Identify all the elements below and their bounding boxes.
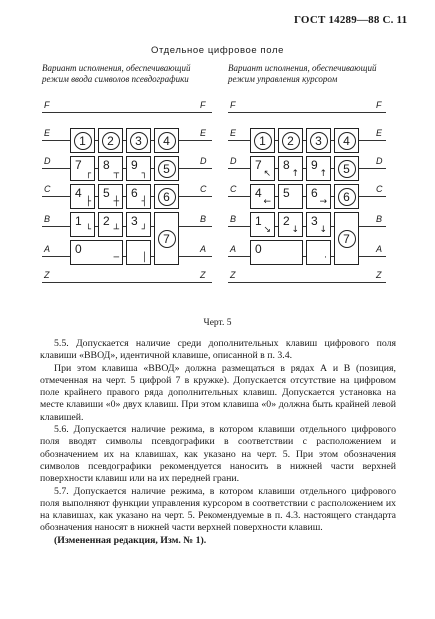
cursor-arrow-icon: ↘ — [263, 225, 271, 235]
row-label-d: D — [200, 156, 207, 166]
cursor-arrow-icon: → — [319, 197, 327, 207]
right-keypad-key — [250, 128, 275, 153]
row-label-z: Z — [44, 270, 50, 280]
key-digit-label: 2 — [103, 214, 110, 228]
row-label-c: C — [200, 184, 207, 194]
left-keypad-key — [70, 184, 95, 209]
row-label-b: B — [44, 214, 51, 224]
row-line-f — [228, 112, 386, 113]
row-label-a: A — [230, 244, 237, 254]
row-label-a: A — [44, 244, 51, 254]
row-label-f: F — [44, 100, 50, 110]
left-keypad-key — [70, 212, 95, 237]
right-keypad-key — [278, 212, 303, 237]
right-keypad-key — [278, 128, 303, 153]
cursor-arrow-icon: ↑ — [291, 169, 299, 179]
paragraph-5-5: 5.5. Допускается наличие среди дополнительных клавиш цифрового поля клавиши «ВВОД», идентичной клавише, описанной в п. 3.4. — [40, 338, 396, 362]
left-keypad-key — [98, 128, 123, 153]
key-digit-label: 7 — [75, 158, 82, 172]
right-keypad-key — [250, 156, 275, 181]
left-keypad-key — [126, 212, 151, 237]
cursor-arrow-icon: ↑ — [319, 169, 327, 179]
row-label-z: Z — [376, 270, 382, 280]
right-keypad-key — [334, 156, 359, 181]
pseudographic-symbol: ┬ — [113, 169, 119, 179]
cursor-arrow-icon: ↓ — [319, 225, 327, 235]
right-keypad-key — [334, 184, 359, 209]
key-circled-label: 2 — [102, 132, 120, 150]
row-line-z — [228, 282, 386, 283]
right-variant-caption: Вариант исполнения, обеспечивающий режим управления курсором — [228, 63, 377, 84]
paragraph-5-7: 5.7. Допускается наличие режима, в котором клавиши отдельного цифрового поля выполняют функции управления курсором в соответствии с расположением их на клавишах, как указано на черт. 5. Рекомендуемые в п. 4.3. настоящего стандарта обозначения наносят в нижней части верхней поверхности клавиш. — [40, 485, 396, 534]
row-label-f: F — [200, 100, 206, 110]
key-circled-label: 7 — [158, 230, 176, 248]
left-keypad-key — [154, 184, 179, 209]
paragraph-5-5-cont: При этом клавиша «ВВОД» должна размещаться в рядах А и В (позиция, отмеченная на черт. 5 цифрой 7 в кружке). Допускается отсутствие на цифровом поле крайнего правого ряда дополнительных клавиш. Допускается установка на месте клавиши «0» двух клавиш. При этом клавиша «0» должна быть крайней левой клавишей. — [40, 362, 396, 423]
key-circled-label: 6 — [338, 188, 356, 206]
row-label-d: D — [376, 156, 383, 166]
row-label-f: F — [230, 100, 236, 110]
right-keypad-key — [306, 212, 331, 237]
row-label-e: E — [376, 128, 383, 138]
amendment-note: (Измененная редакция, Изм. № 1). — [54, 534, 207, 546]
left-keypad-key — [70, 240, 123, 265]
row-label-b: B — [376, 214, 383, 224]
right-keypad-key — [278, 184, 303, 209]
key-digit-label: 8 — [103, 158, 110, 172]
row-label-c: C — [376, 184, 383, 194]
row-label-a: A — [200, 244, 207, 254]
row-label-z: Z — [230, 270, 236, 280]
left-keypad-key — [98, 184, 123, 209]
right-keypad-key — [306, 240, 331, 265]
key-circled-label: 3 — [130, 132, 148, 150]
key-digit-label: 1 — [255, 214, 262, 228]
row-label-e: E — [200, 128, 207, 138]
row-label-b: B — [200, 214, 207, 224]
key-digit-label: 5 — [103, 186, 110, 200]
right-keypad-key — [250, 240, 303, 265]
key-circled-label: 3 — [310, 132, 328, 150]
right-keypad-key — [250, 212, 275, 237]
left-keypad-key — [126, 128, 151, 153]
pseudographic-symbol: ├ — [85, 197, 91, 207]
body-text — [40, 338, 396, 547]
pseudographic-symbol: ┘ — [141, 225, 147, 235]
key-circled-label: 5 — [158, 160, 176, 178]
key-digit-label: 4 — [255, 186, 262, 200]
key-digit-label: 8 — [283, 158, 290, 172]
pseudographic-symbol: ┴ — [113, 225, 119, 235]
right-keypad-key — [306, 184, 331, 209]
pseudographic-symbol: ┤ — [141, 197, 147, 207]
cursor-arrow-icon: · — [324, 253, 327, 263]
key-circled-label: 2 — [282, 132, 300, 150]
pseudographic-symbol: ┼ — [113, 197, 119, 207]
key-circled-label: 1 — [74, 132, 92, 150]
row-label-z: Z — [200, 270, 206, 280]
paragraph-5-6: 5.6. Допускается наличие режима, в котором клавиши отдельного цифрового поля вводят символы псевдографики в соответствии с расположением и обозначением их на клавишах, как указано на черт. 5. При этом обозначения символов псевдографики рекомендуется наносить в нижней части верхней поверхности клавиш или на их передней грани. — [40, 424, 396, 485]
key-digit-label: 5 — [283, 186, 290, 200]
cursor-arrow-icon: ← — [263, 197, 271, 207]
left-keypad-key — [126, 156, 151, 181]
key-digit-label: 2 — [283, 214, 290, 228]
key-digit-label: 9 — [311, 158, 318, 172]
key-circled-label: 6 — [158, 188, 176, 206]
left-keypad-key — [70, 156, 95, 181]
row-label-c: C — [44, 184, 51, 194]
right-keypad-key — [334, 128, 359, 153]
page-header: ГОСТ 14289—88 С. 11 — [294, 14, 408, 26]
left-keypad-key — [154, 212, 179, 265]
left-keypad-key — [126, 240, 151, 265]
key-digit-label: 7 — [255, 158, 262, 172]
pseudographic-symbol: ┌ — [85, 169, 91, 179]
key-digit-label: 3 — [311, 214, 318, 228]
left-keypad-key — [70, 128, 95, 153]
section-title: Отдельное цифровое поле — [150, 45, 284, 56]
right-keypad-key — [278, 156, 303, 181]
left-keypad-key — [98, 212, 123, 237]
pseudographic-symbol: ┐ — [141, 169, 147, 179]
left-keypad-key — [126, 184, 151, 209]
left-keypad-key — [154, 156, 179, 181]
key-circled-label: 5 — [338, 160, 356, 178]
key-digit-label: 9 — [131, 158, 138, 172]
key-digit-label: 6 — [131, 186, 138, 200]
row-label-d: D — [230, 156, 237, 166]
key-digit-label: 1 — [75, 214, 82, 228]
key-digit-label: 4 — [75, 186, 82, 200]
row-label-f: F — [376, 100, 382, 110]
pseudographic-symbol: ─ — [113, 253, 119, 263]
right-keypad-key — [306, 156, 331, 181]
row-line-f — [42, 112, 212, 113]
left-keypad-key — [98, 156, 123, 181]
key-circled-label: 4 — [158, 132, 176, 150]
row-label-e: E — [44, 128, 51, 138]
key-circled-label: 4 — [338, 132, 356, 150]
figure-caption: Черт. 5 — [203, 318, 232, 328]
row-line-z — [42, 282, 212, 283]
right-keypad-key — [250, 184, 275, 209]
key-digit-label: 3 — [131, 214, 138, 228]
key-circled-label: 7 — [338, 230, 356, 248]
right-keypad-key — [334, 212, 359, 265]
row-label-c: C — [230, 184, 237, 194]
cursor-arrow-icon: ↓ — [291, 225, 299, 235]
right-keypad-key — [306, 128, 331, 153]
row-label-a: A — [376, 244, 383, 254]
cursor-arrow-icon: ↖ — [263, 169, 271, 179]
key-digit-label: 0 — [255, 242, 262, 256]
pseudographic-symbol: └ — [85, 225, 91, 235]
key-digit-label: 0 — [75, 242, 82, 256]
key-digit-label: 6 — [311, 186, 318, 200]
left-keypad-key — [154, 128, 179, 153]
row-label-e: E — [230, 128, 237, 138]
row-label-d: D — [44, 156, 51, 166]
key-circled-label: 1 — [254, 132, 272, 150]
pseudographic-symbol: │ — [141, 253, 147, 263]
left-variant-caption: Вариант исполнения, обеспечивающий режим ввода символов псевдографики — [42, 63, 191, 84]
row-label-b: B — [230, 214, 237, 224]
